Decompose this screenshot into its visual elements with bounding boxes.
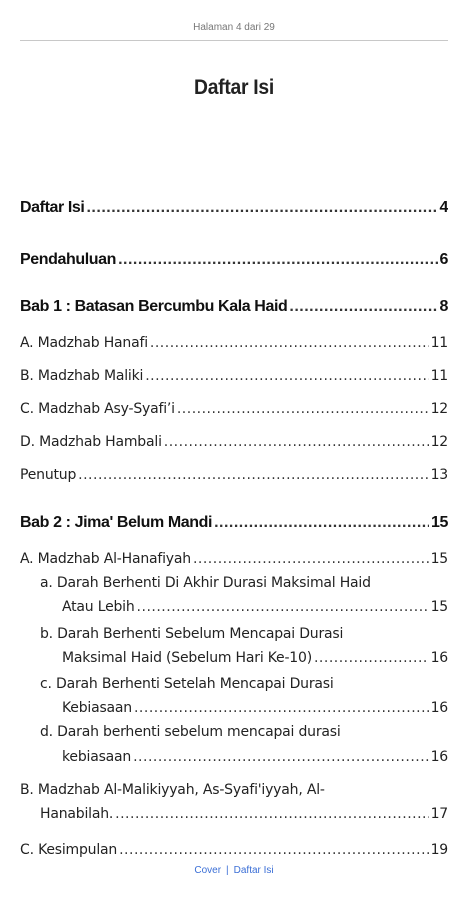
toc-page-number: 8 [439,298,448,315]
toc-page-number: 15 [431,514,448,531]
toc-page-number: 12 [430,434,448,450]
page-indicator: Halaman 4 dari 29 [193,22,275,33]
toc-entry-daftar-isi[interactable] [20,199,448,217]
toc-entry-label: Hanabilah. [40,806,114,822]
leader-dots [133,749,428,765]
leader-dots [134,700,429,716]
leader-dots [289,298,437,316]
toc-entry-label: Bab 1 : Batasan Bercumbu Kala Haid [20,298,288,315]
toc-entry-bab-1-c[interactable] [20,401,448,417]
toc-entry-bab-1[interactable] [20,298,448,316]
toc-entry-bab-2-c[interactable] [20,842,448,858]
toc-entry-label: Pendahuluan [20,251,117,268]
toc-entry-label: Daftar Isi [20,199,85,216]
toc-entry-label: D. Madzhab Hambali [20,434,162,450]
toc-page-number: 19 [430,842,448,858]
toc-entry-label: Kebiasaan [62,700,132,716]
toc-page-number: 4 [439,199,448,216]
toc-entry-label: A. Madzhab Al-Hanafiyah [20,551,191,567]
leader-dots [145,368,428,384]
footer-nav [0,865,468,876]
toc-page-number: 16 [430,700,448,716]
toc-entry-label: B. Madzhab Maliki [20,368,144,384]
toc-entry-bab-1-penutup[interactable] [20,467,448,483]
toc-entry-bab-1-d[interactable] [20,434,448,450]
toc-page-number: 17 [430,806,448,822]
toc-page-number: 6 [439,251,448,268]
leader-dots [150,335,429,351]
leader-dots [177,401,429,417]
footer-separator: | [226,865,229,876]
toc-entry-bab-2-b-line1[interactable]: B. Madzhab Al-Malikiyyah, As-Syafi'iyyah, Al- [20,782,325,798]
toc-page-number: 11 [430,368,448,384]
leader-dots [137,599,429,615]
leader-dots [164,434,429,450]
leader-dots [314,650,429,666]
toc-entry-label: C. Kesimpulan [20,842,118,858]
toc-entry-bab-2[interactable] [20,514,448,532]
toc-entry-bab-2-a-d-line1[interactable]: d. Darah berhenti sebelum mencapai durasi [40,724,341,740]
toc-entry-bab-2-a-c-line1[interactable]: c. Darah Berhenti Setelah Mencapai Durasi [40,676,334,692]
toc-entry-label: C. Madzhab Asy-Syafi’i [20,401,175,417]
toc-page-number: 16 [430,650,448,666]
toc-entry-bab-2-b[interactable] [40,806,448,822]
toc-page-number: 15 [430,599,448,615]
header-divider [20,40,448,41]
leader-dots [214,514,429,532]
toc-entry-label: Atau Lebih [62,599,135,615]
toc-entry-pendahuluan[interactable] [20,251,448,269]
toc-entry-label: A. Madzhab Hanafi [20,335,148,351]
daftar-isi-link[interactable]: Daftar Isi [233,865,274,876]
toc-page-number: 12 [430,401,448,417]
toc-entry-bab-1-b[interactable] [20,368,448,384]
toc-entry-label: Bab 2 : Jima' Belum Mandi [20,514,213,531]
toc-page-number: 11 [430,335,448,351]
toc-page-number: 13 [430,467,448,483]
toc-page-number: 15 [430,551,448,567]
toc-entry-label: Maksimal Haid (Sebelum Hari Ke-10) [62,650,312,666]
toc-entry-bab-2-a-b-line1[interactable]: b. Darah Berhenti Sebelum Mencapai Durasi [40,626,344,642]
toc-entry-bab-2-a-d[interactable] [62,749,448,765]
toc-entry-bab-2-a-b[interactable] [62,650,448,666]
leader-dots [78,467,428,483]
toc-entry-label: kebiasaan [62,749,132,765]
toc-entry-bab-1-a[interactable] [20,335,448,351]
leader-dots [193,551,429,567]
cover-link[interactable]: Cover [194,865,222,876]
toc-entry-bab-2-a[interactable] [20,551,448,567]
leader-dots [119,842,428,858]
leader-dots [118,251,437,269]
toc-entry-bab-2-a-a[interactable] [62,599,448,615]
toc-entry-bab-2-a-c[interactable] [62,700,448,716]
toc-page-number: 16 [430,749,448,765]
leader-dots [115,806,428,822]
toc-entry-bab-2-a-a-line1[interactable]: a. Darah Berhenti Di Akhir Durasi Maksimal Haid [40,575,371,591]
page-title: Daftar Isi [194,76,274,99]
toc-entry-label: Penutup [20,467,77,483]
leader-dots [86,199,437,217]
